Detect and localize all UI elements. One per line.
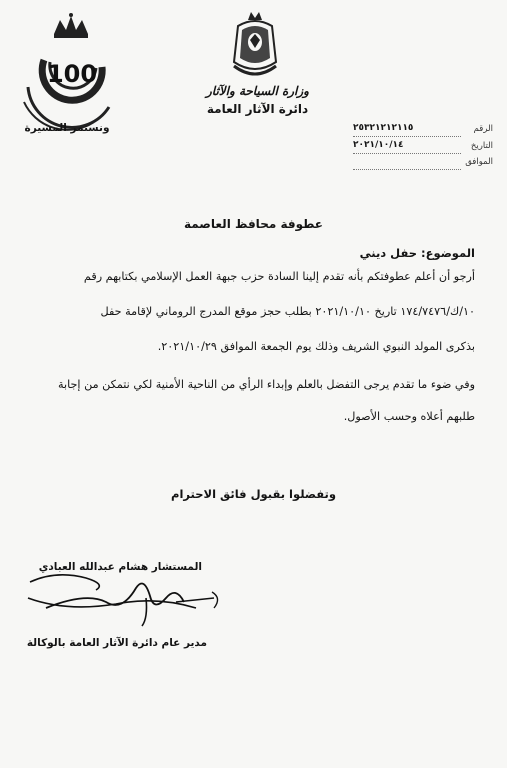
reference-date-row bbox=[353, 141, 493, 155]
signer-name: المستشار هشام عبدالله العبادي bbox=[38, 561, 202, 573]
body-line: بذكرى المولد النبوي الشريف وذلك يوم الجمعة الموافق ٢٠٢١/١٠/٢٩. bbox=[157, 340, 475, 353]
body-line: أرجو أن أعلم عطوفتكم بأنه تقدم إلينا السادة حزب جبهة العمل الإسلامي بكتابهم رقم bbox=[83, 270, 475, 283]
closing-line: وتفضلوا بقبول فائق الاحترام bbox=[171, 487, 336, 501]
reference-corresponding-row bbox=[353, 157, 493, 171]
body-line: ١٠/ك/١٧٤/٧٤٧٦ تاريخ ٢٠٢١/١٠/١٠ بطلب حجز موقع المدرج الروماني لإقامة حفل bbox=[100, 305, 475, 318]
reference-number-row bbox=[353, 124, 493, 138]
subject-label: الموضوع: bbox=[421, 246, 475, 260]
centenary-caption: ونستمر المسيرة bbox=[24, 122, 110, 134]
signer-title: مدير عام دائرة الآثار العامة بالوكالة bbox=[26, 637, 207, 649]
reference-number-label: الرقم bbox=[473, 124, 493, 134]
reference-corresponding-label: الموافق bbox=[465, 157, 493, 167]
department-name: دائرة الآثار العامة bbox=[206, 102, 309, 116]
body-line: طلبهم أعلاه وحسب الأصول. bbox=[343, 410, 475, 423]
ministry-name: وزارة السياحة والآثار bbox=[206, 84, 309, 98]
coat-of-arms-icon bbox=[230, 10, 280, 82]
reference-date-label: التاريخ bbox=[470, 141, 493, 151]
handwritten-signature bbox=[26, 568, 226, 648]
centenary-number: 100 bbox=[46, 60, 98, 88]
subject-line bbox=[360, 246, 475, 260]
addressee: عطوفة محافظ العاصمة bbox=[183, 217, 323, 231]
reference-date-value: ٢٠٢١/١٠/١٤ bbox=[353, 140, 404, 150]
reference-number-value: ٢٥٣٢١٢١٢١١٥ bbox=[353, 123, 414, 133]
subject-value: حفل ديني bbox=[359, 246, 418, 260]
body-line: وفي ضوء ما تقدم يرجى التفضل بالعلم وإبداء الرأي من الناحية الأمنية لكي نتمكن من إجابة bbox=[57, 378, 475, 391]
